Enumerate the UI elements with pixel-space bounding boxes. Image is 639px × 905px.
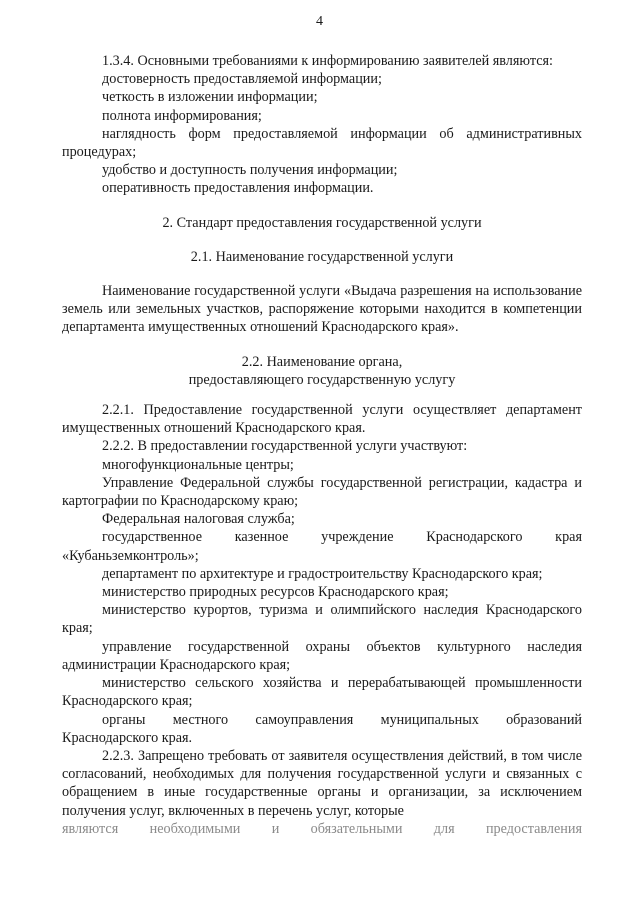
para-2-2-3: 2.2.3. Запрещено требовать от заявителя осуществления действий, в том числе согласований, необходимых для получения государственной услуги и связанных с обращением в иные государственные органы и организации, за исключением получения услуг, включенных в перечень услуг, которые xyxy=(62,747,582,819)
participant-item: органы местного самоуправления муниципальных образований Краснодарского края. xyxy=(62,711,582,746)
document-body xyxy=(62,52,582,838)
para-1-3-4-intro: 1.3.4. Основными требованиями к информированию заявителей являются: xyxy=(102,53,553,69)
list-item: четкость в изложении информации; xyxy=(102,89,318,106)
list-item: достоверность предоставляемой информации; xyxy=(102,71,382,88)
participant-item: государственное казенное учреждение Краснодарского края «Кубаньземконтроль»; xyxy=(62,529,582,564)
list-item: наглядность форм предоставляемой информации об административных процедурах; xyxy=(62,125,582,161)
subsection-2-1-title: 2.1. Наименование государственной услуги xyxy=(190,248,454,265)
participant-item: Федеральная налоговая служба; xyxy=(102,511,295,528)
list-item: оперативность предоставления информации. xyxy=(102,180,374,197)
subsection-2-2-title-line2: предоставляющего государственную услугу xyxy=(188,371,456,388)
participant-item: Управление Федеральной службы государственной регистрации, кадастра и картографии по Краснодарскому краю; xyxy=(62,474,582,510)
participant-item: министерство курортов, туризма и олимпийского наследия Краснодарского края; xyxy=(62,602,582,637)
para-2-2-3-last-line: являются необходимыми и обязательными для предоставления xyxy=(62,820,582,837)
section-2-title: 2. Стандарт предоставления государственной услуги xyxy=(162,214,482,231)
participant-item: министерство природных ресурсов Краснодарского края; xyxy=(102,584,449,601)
subsection-2-1-text: Наименование государственной услуги «Выдача разрешения на использование земель или земельных участков, распоряжение которыми находится в компетенции департамента имущественных отношений Краснодарского края». xyxy=(62,283,582,336)
list-item: удобство и доступность получения информации; xyxy=(102,162,398,179)
subsection-2-2-title-line1: 2.2. Наименование органа, xyxy=(241,353,403,370)
participant-item: департамент по архитектуре и градостроительству Краснодарского края; xyxy=(102,565,543,582)
participant-item: многофункциональные центры; xyxy=(102,456,294,473)
participant-item: управление государственной охраны объектов культурного наследия администрации Краснодарского края; xyxy=(62,638,582,673)
page-number: 4 xyxy=(316,14,323,29)
para-2-2-1: 2.2.1. Предоставление государственной услуги осуществляет департамент имущественных отношений Краснодарского края. xyxy=(62,402,582,437)
participant-item: министерство сельского хозяйства и перерабатывающей промышленности Краснодарского края; xyxy=(62,675,582,710)
list-item: полнота информирования; xyxy=(102,107,262,124)
para-2-2-2: 2.2.2. В предоставлении государственной услуги участвуют: xyxy=(102,438,468,455)
